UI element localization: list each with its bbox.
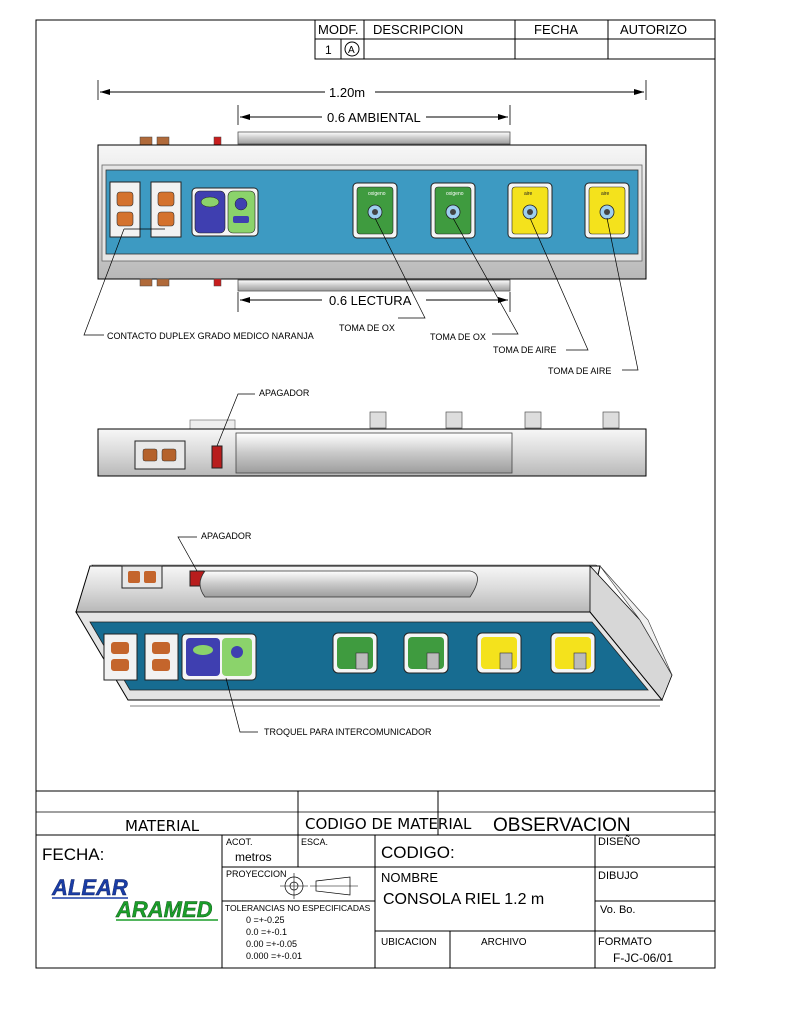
tb-nombre-label: NOMBRE: [381, 870, 439, 885]
tb-tolerancia-1: 0.0 =+-0.1: [246, 927, 288, 937]
air-outlet-1-label: aire: [524, 191, 533, 197]
tb-dibujo: DIBUJO: [598, 870, 639, 882]
iso-intercom-label: TROQUEL PARA INTERCOMUNICADOR: [264, 727, 432, 737]
air-outlet-1: [508, 183, 552, 238]
tb-ubicacion: UBICACION: [381, 937, 437, 948]
side-switch-label: APAGADOR: [259, 388, 310, 398]
tb-proyeccion: PROYECCION: [226, 869, 287, 879]
logo-line-2: ARAMED: [116, 897, 213, 922]
iso-view: [76, 531, 672, 737]
intercom-module: [192, 188, 258, 236]
tb-archivo: ARCHIVO: [481, 937, 527, 948]
iso-switch-label: APAGADOR: [201, 531, 252, 541]
tb-fecha: FECHA:: [42, 845, 105, 864]
logo-line-1: ALEAR: [52, 875, 128, 900]
rev-header-descripcion: DESCRIPCION: [373, 22, 464, 37]
tb-tolerancia-0: 0 =+-0.25: [246, 915, 285, 925]
air-outlet-2-label: aire: [601, 191, 610, 197]
tb-tolerancias-title: TOLERANCIAS NO ESPECIFICADAS: [225, 903, 371, 913]
callout-ox-1: TOMA DE OX: [339, 323, 395, 333]
oxygen-outlet-1: [353, 183, 397, 238]
tb-formato: FORMATO: [598, 936, 652, 948]
callout-duplex: CONTACTO DUPLEX GRADO MEDICO NARANJA: [107, 331, 314, 341]
ambient-rail: [238, 132, 510, 144]
air-outlet-2: [585, 183, 629, 238]
oxygen-outlet-1-label: oxigeno: [368, 191, 386, 197]
tb-material: MATERIAL: [125, 817, 200, 835]
projection-symbol: [280, 873, 358, 899]
tb-tolerancia-3: 0.000 =+-0.01: [246, 951, 303, 961]
overall-dimension: 1.20m: [329, 85, 366, 100]
rev-row-modf: 1: [325, 43, 332, 57]
oxygen-outlet-2: [431, 183, 475, 238]
front-view: [84, 80, 646, 376]
tb-codigo: CODIGO:: [381, 843, 455, 862]
top-dimension: 0.6 AMBIENTAL: [327, 110, 421, 125]
tb-acot-label: ACOT.: [226, 837, 253, 847]
reading-rail: [238, 280, 510, 291]
company-logo: [51, 875, 218, 922]
tb-esca: ESCA.: [301, 837, 329, 847]
tb-diseno: DISEÑO: [598, 836, 641, 848]
revision-block: [315, 20, 715, 59]
rev-header-fecha: FECHA: [534, 22, 579, 37]
bottom-dimension: 0.6 LECTURA: [329, 293, 412, 308]
tb-formato-value: F-JC-06/01: [613, 951, 674, 965]
tb-codigo-material: CODIGO DE MATERIAL: [305, 815, 472, 833]
tb-acot-value: metros: [235, 850, 272, 864]
tb-tolerancia-2: 0.00 =+-0.05: [246, 939, 298, 949]
callout-aire-2: TOMA DE AIRE: [548, 366, 612, 376]
tb-nombre-value: CONSOLA RIEL 1.2 m: [383, 891, 545, 908]
tb-observacion: OBSERVACION: [493, 815, 631, 836]
side-view: [98, 388, 646, 476]
side-switch: [212, 446, 222, 468]
oxygen-outlet-2-label: oxigeno: [446, 191, 464, 197]
tb-vobo: Vo. Bo.: [600, 904, 636, 916]
callout-aire-1: TOMA DE AIRE: [493, 345, 557, 355]
rev-header-autorizo: AUTORIZO: [620, 22, 687, 37]
rev-row-mark: A: [348, 45, 355, 56]
rev-header-modf: MODF.: [318, 22, 359, 37]
callout-ox-2: TOMA DE OX: [430, 332, 486, 342]
title-block: [36, 791, 715, 968]
